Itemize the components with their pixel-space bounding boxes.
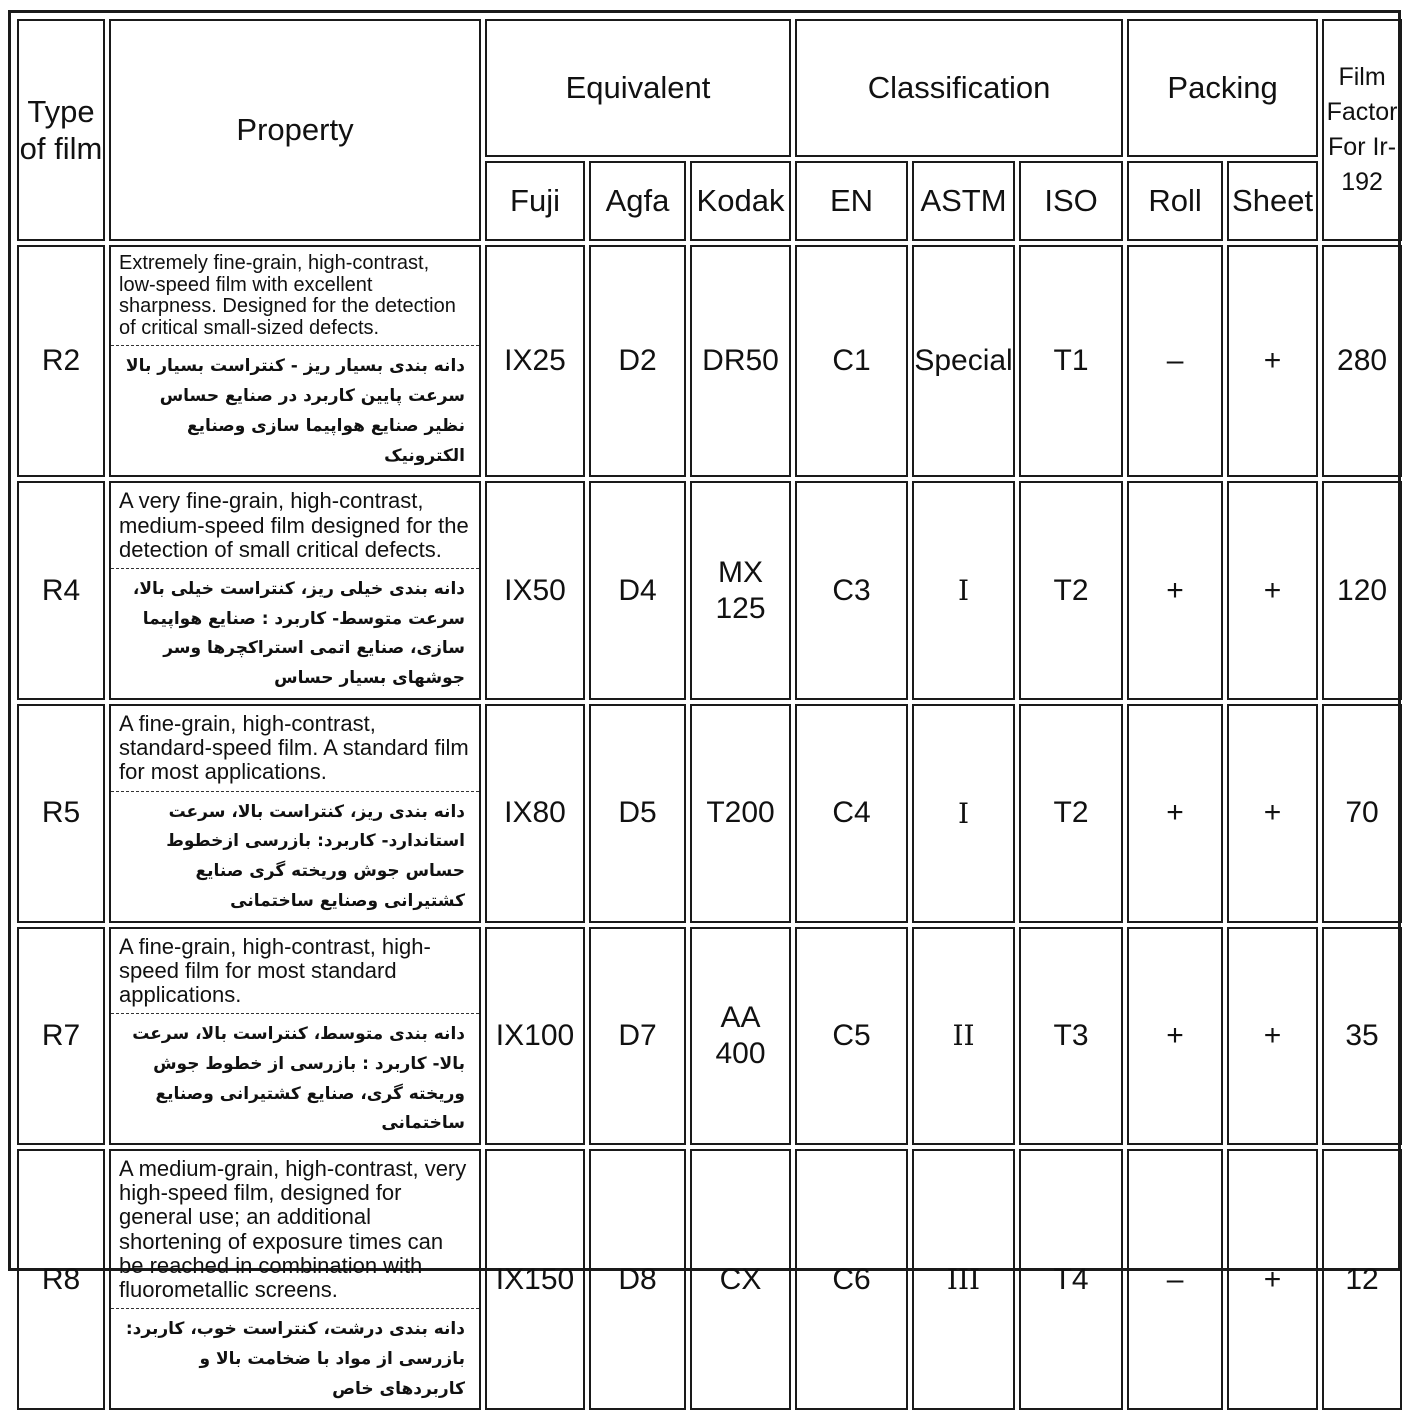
en-cell: C6 — [795, 1149, 908, 1410]
property-cell — [109, 927, 481, 1146]
fuji-cell: IX100 — [485, 927, 585, 1146]
sheet-cell: + — [1227, 704, 1318, 923]
property-persian: دانه بندی بسیار ریز - کنتراست بسیار بالا سرعت پایین کاربرد در صنایع حساس نظیر صنایع هواپیما سازی وصنایع الکترونیک — [125, 356, 465, 466]
film-classification-table — [13, 15, 1406, 1414]
film-type-cell: R2 — [17, 245, 105, 477]
header-type-of-film: Type of film — [17, 19, 105, 241]
film-type-cell: R8 — [17, 1149, 105, 1410]
roll-cell: + — [1127, 927, 1223, 1146]
iso-cell: T3 — [1019, 927, 1123, 1146]
fuji-cell: IX150 — [485, 1149, 585, 1410]
film-factor-cell: 70 — [1322, 704, 1402, 923]
film-type-cell: R5 — [17, 704, 105, 923]
header-astm: ASTM — [912, 161, 1015, 241]
astm-cell: II — [912, 927, 1015, 1146]
property-english: A very fine-grain, high-contrast, medium-speed film designed for the detection of small critical defects. — [111, 483, 479, 569]
astm-cell: I — [912, 704, 1015, 923]
fuji-cell: IX80 — [485, 704, 585, 923]
kodak-cell: T200 — [690, 704, 791, 923]
property-english: A fine-grain, high-contrast, high-speed film for most standard applications. — [111, 929, 479, 1015]
agfa-cell: D8 — [589, 1149, 686, 1410]
property-cell — [109, 245, 481, 477]
header-roll: Roll — [1127, 161, 1223, 241]
kodak-cell: DR50 — [690, 245, 791, 477]
header-sheet: Sheet — [1227, 161, 1318, 241]
kodak-cell — [690, 481, 791, 700]
astm-cell: III — [912, 1149, 1015, 1410]
film-factor-cell: 280 — [1322, 245, 1402, 477]
film-factor-cell: 120 — [1322, 481, 1402, 700]
header-film-factor: Film Factor For Ir-192 — [1322, 19, 1402, 241]
agfa-cell: D5 — [589, 704, 686, 923]
en-cell: C1 — [795, 245, 908, 477]
roll-cell: + — [1127, 704, 1223, 923]
roll-cell: – — [1127, 1149, 1223, 1410]
kodak-cell: CX — [690, 1149, 791, 1410]
roll-cell: + — [1127, 481, 1223, 700]
sheet-cell: + — [1227, 245, 1318, 477]
property-english: Extremely fine-grain, high-contrast, low-speed film with excellent sharpness. Designed for the detection of critical small-sized defects. — [111, 247, 479, 346]
table-row — [17, 704, 1402, 923]
sheet-cell: + — [1227, 481, 1318, 700]
astm-cell: Special — [912, 245, 1015, 477]
table-row — [17, 481, 1402, 700]
header-en: EN — [795, 161, 908, 241]
roll-cell: – — [1127, 245, 1223, 477]
table-row — [17, 1149, 1402, 1410]
en-cell: C3 — [795, 481, 908, 700]
property-english: A medium-grain, high-contrast, very high-speed film, designed for general use; an additional shortening of exposure times can be reached in combination with fluorometallic screens. — [111, 1151, 479, 1309]
property-cell — [109, 1149, 481, 1410]
iso-cell: T2 — [1019, 704, 1123, 923]
film-factor-cell: 12 — [1322, 1149, 1402, 1410]
table-row — [17, 927, 1402, 1146]
property-cell — [109, 704, 481, 923]
agfa-cell: D2 — [589, 245, 686, 477]
kodak-value: AA 400 — [715, 1000, 766, 1070]
property-cell — [109, 481, 481, 700]
en-cell: C4 — [795, 704, 908, 923]
property-persian: دانه بندی متوسط، کنتراست بالا، سرعت بالا- کاربرد : بازرسی از خطوط جوش وریخته گری، صنایع کشتیرانی وصنایع ساختمانی — [132, 1024, 465, 1134]
kodak-value: MX 125 — [715, 555, 766, 625]
fuji-cell: IX25 — [485, 245, 585, 477]
iso-cell: T4 — [1019, 1149, 1123, 1410]
header-kodak: Kodak — [690, 161, 791, 241]
film-type-cell: R4 — [17, 481, 105, 700]
header-iso: ISO — [1019, 161, 1123, 241]
agfa-cell: D7 — [589, 927, 686, 1146]
property-persian: دانه بندی خیلی ریز، کنتراست خیلی بالا، سرعت متوسط- کاربرد : صنایع هواپیما سازی، صنایع اتمی استراکچرها وسر جوشهای بسیار حساس — [132, 578, 465, 689]
en-cell: C5 — [795, 927, 908, 1146]
iso-cell: T2 — [1019, 481, 1123, 700]
header-property: Property — [109, 19, 481, 241]
header-classification: Classification — [795, 19, 1123, 157]
agfa-cell: D4 — [589, 481, 686, 700]
astm-cell: I — [912, 481, 1015, 700]
iso-cell: T1 — [1019, 245, 1123, 477]
property-persian: دانه بندی ریز، کنتراست بالا، سرعت استاندارد- کاربرد: بازرسی ازخطوط حساس جوش وریخته گری صنایع کشتیرانی وصنایع ساختمانی — [166, 801, 465, 911]
fuji-cell: IX50 — [485, 481, 585, 700]
header-agfa: Agfa — [589, 161, 686, 241]
sheet-cell: + — [1227, 927, 1318, 1146]
header-fuji: Fuji — [485, 161, 585, 241]
header-packing: Packing — [1127, 19, 1318, 157]
property-english: A fine-grain, high-contrast, standard-speed film. A standard film for most applications. — [111, 706, 479, 792]
property-persian: دانه بندی درشت، کنتراست خوب، کاربرد: بازرسی از مواد با ضخامت بالا و کاربردهای خاص — [125, 1319, 465, 1399]
kodak-cell — [690, 927, 791, 1146]
film-factor-cell: 35 — [1322, 927, 1402, 1146]
film-type-cell: R7 — [17, 927, 105, 1146]
table-row — [17, 245, 1402, 477]
header-equivalent: Equivalent — [485, 19, 791, 157]
sheet-cell: + — [1227, 1149, 1318, 1410]
